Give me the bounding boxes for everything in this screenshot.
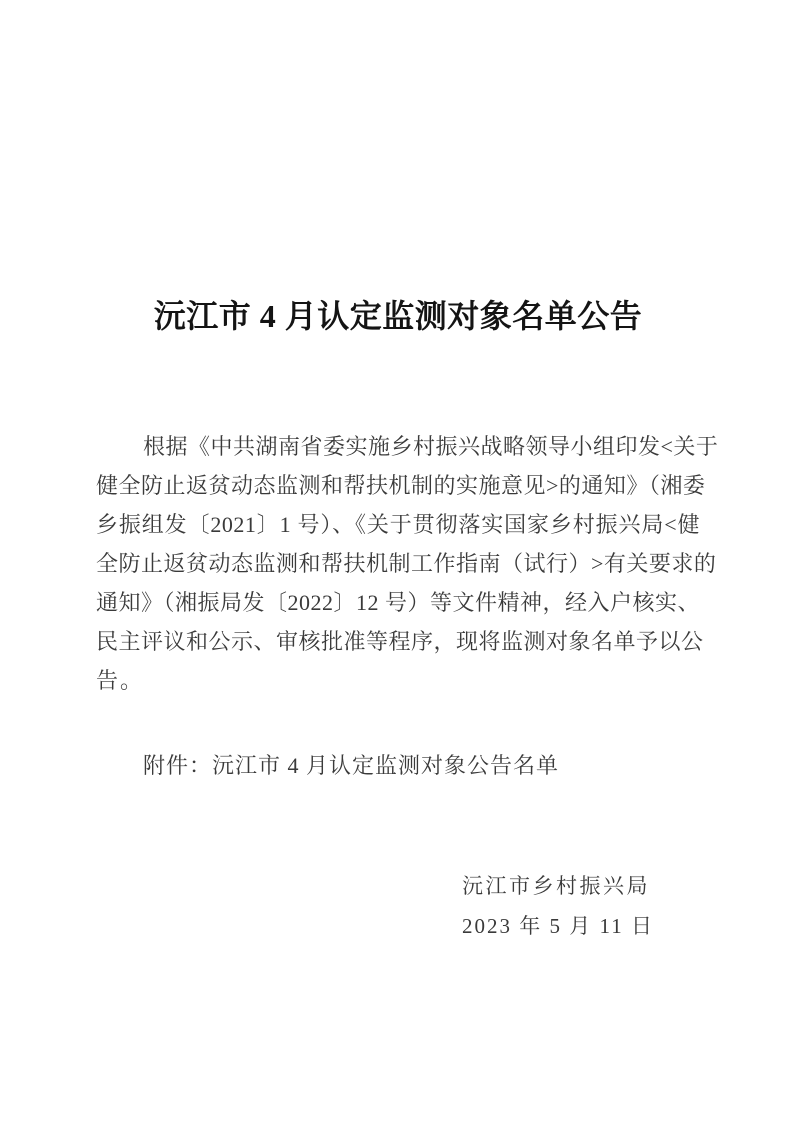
document-title: 沅江市 4 月认定监测对象名单公告 <box>153 298 643 334</box>
paragraph-line: 通知》（湘振局发〔2022〕12 号）等文件精神，经入户核实、 <box>96 590 701 615</box>
attachment-reference: 附件：沅江市 4 月认定监测对象公告名单 <box>143 753 560 778</box>
paragraph-line: 乡振组发〔2021〕1 号）、《关于贯彻落实国家乡村振兴局<健 <box>96 512 700 537</box>
body-paragraph <box>96 427 719 700</box>
paragraph-line: 根据《中共湖南省委实施乡村振兴战略领导小组印发<关于 <box>143 434 719 459</box>
signature-organization: 沅江市乡村振兴局 <box>462 874 650 898</box>
signature-date: 2023 年 5 月 11 日 <box>462 914 654 938</box>
document-content <box>96 0 719 946</box>
paragraph-line: 民主评议和公示、审核批准等程序，现将监测对象名单予以公 <box>96 629 704 654</box>
signature-block <box>462 866 700 946</box>
paragraph-line: 健全防止返贫动态监测和帮扶机制的实施意见>的通知》（湘委 <box>96 473 706 498</box>
paragraph-line: 全防止返贫动态监测和帮扶机制工作指南（试行）>有关要求的 <box>96 551 717 576</box>
paragraph-line: 告。 <box>96 668 145 693</box>
